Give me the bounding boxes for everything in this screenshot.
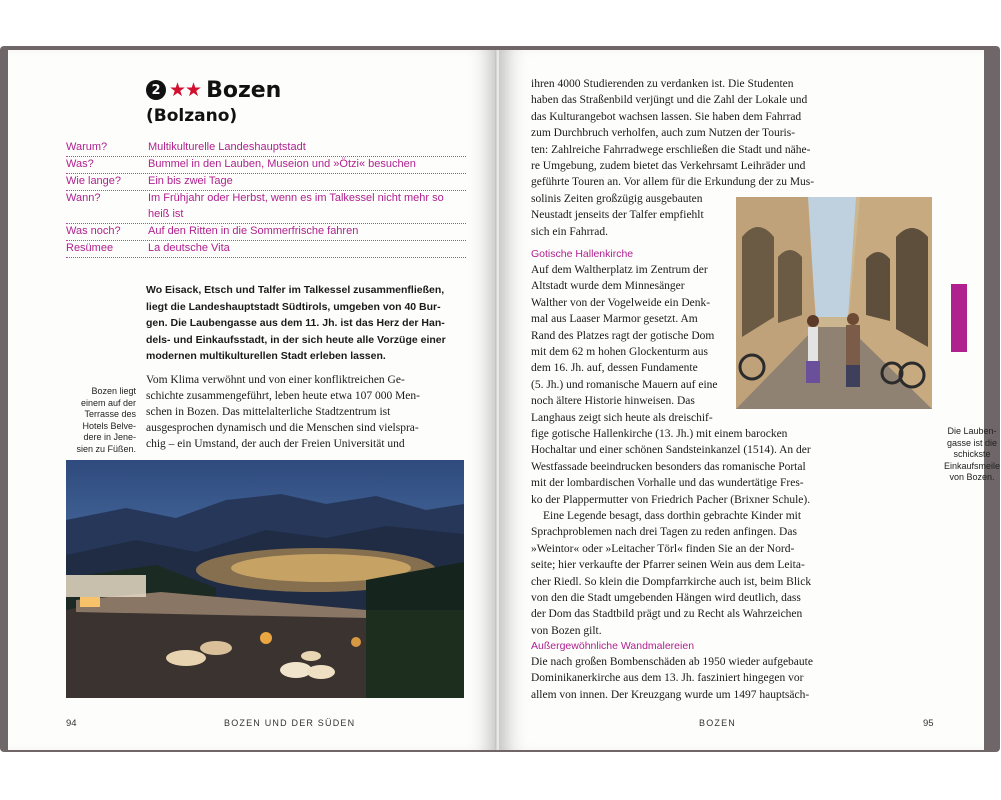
text-line: Rand des Platzes ragt der gotische Dom xyxy=(531,329,715,342)
page-number-left: 94 xyxy=(66,718,77,729)
text-line: Altstadt wurde dem Minnesänger xyxy=(531,280,685,293)
left-page xyxy=(8,50,497,750)
text-line: Dominikanerkirche aus dem 13. Jh. fasziniert hingegen vor xyxy=(531,672,804,685)
caption-line: Bozen liegt xyxy=(91,386,136,396)
fact-row xyxy=(66,191,466,207)
text-line: fige gotische Hallenkirche (13. Jh.) mit einem barocken xyxy=(531,428,788,440)
body-paragraph-2-continued xyxy=(531,426,861,508)
photo-caption-right xyxy=(943,426,1001,484)
text-line: cher Riedl. So klein die Dompfarrkirche auch ist, beim Blick xyxy=(531,575,812,588)
text-line: mit dem 62 m hohen Glockenturm aus xyxy=(531,346,708,359)
facts-box xyxy=(66,140,466,258)
fact-question: Was noch? xyxy=(66,225,121,237)
text-line: seite; hier verkaufte der Pfarrer seinen Wein aus dem Leita- xyxy=(531,559,805,572)
fact-question: Wie lange? xyxy=(66,175,122,187)
text-line: mal aus Laaser Marmor gesetzt. Am xyxy=(531,313,698,326)
photo-caption-left xyxy=(64,386,136,455)
section-title-row xyxy=(146,76,281,104)
text-line: haben das Straßenbild verjüngt und die Zahl der Lokale und xyxy=(531,94,808,107)
running-head-right: BOZEN xyxy=(699,718,737,728)
body-paragraph-2 xyxy=(531,262,731,426)
photo-bozen-night-terrace xyxy=(66,460,464,698)
text-line: noch ältere Historie hinweisen. Das xyxy=(531,395,695,408)
chapter-thumb-tab xyxy=(951,284,967,352)
text-line: von den die Stadt umgebenden Hängen wird deutlich, dass xyxy=(531,592,801,605)
caption-line: Die Lauben- xyxy=(947,426,997,436)
text-line: chig – ein Umstand, der auch der Freien Universität und xyxy=(146,438,405,450)
text-line: solinis Zeiten großzügig ausgebauten xyxy=(531,192,703,205)
fact-row xyxy=(66,174,466,191)
fact-answer: Bummel in den Lauben, Museion und »Ötzi« besuchen xyxy=(148,158,416,170)
subheading-wandmalereien: Außergewöhnliche Wandmalereien xyxy=(531,640,695,652)
text-line: ihren 4000 Studierenden zu verdanken ist. Die Studenten xyxy=(531,78,794,90)
caption-line: gasse ist die xyxy=(946,437,998,448)
right-page xyxy=(499,50,1001,750)
text-line: zum Durchbruch verholfen, auch zum Nutzen der Touris- xyxy=(531,127,796,140)
text-line: schichte zusammengeführt, leben heute etwa 107 000 Men- xyxy=(146,390,420,402)
text-line: Walther von der Vogelweide ein Denk- xyxy=(531,296,711,309)
fact-question: Wann? xyxy=(66,192,101,204)
text-line: »Weintor« oder »Leitacher Törl« finden Sie an der Nord- xyxy=(531,542,795,555)
fact-answer: Im Frühjahr oder Herbst, wenn es im Talkessel nicht mehr so xyxy=(148,192,444,204)
text-line: allem von innen. Der Kreuzgang wurde um 1497 hauptsäch- xyxy=(531,688,810,701)
text-line: Langhaus zeigt sich heute als dreischif- xyxy=(531,411,713,424)
text-line: das Kulturangebot wachsen lassen. Sie haben dem Fahrrad xyxy=(531,110,802,123)
caption-line: Hotels Belve- xyxy=(82,420,136,431)
section-number-badge: 2 xyxy=(146,80,166,100)
caption-line: einem auf der xyxy=(80,397,136,408)
fact-question: Was? xyxy=(66,158,94,170)
text-line: Hochaltar und einer schönen Sandsteinkanzel (1514). An der xyxy=(531,444,811,457)
photo-illustration xyxy=(736,197,932,409)
rating-stars-icon: ★★ xyxy=(169,79,202,101)
photo-laubengasse xyxy=(736,197,932,409)
fact-row xyxy=(66,157,466,174)
text-line: Sprachproblemen nach drei Tagen zu reden anfingen. Das xyxy=(531,526,797,539)
fact-row xyxy=(66,224,466,241)
text-line: ko der Plappermutter von Friedrich Pacher (Brixner Schule). xyxy=(531,493,811,506)
fact-answer: Ein bis zwei Tage xyxy=(148,175,233,187)
text-line: dem 16. Jh. auf, dessen Fundamente xyxy=(531,362,698,375)
body-paragraph-3 xyxy=(531,508,861,639)
caption-line: schickste xyxy=(953,449,991,459)
fact-row xyxy=(66,207,466,224)
text-line: Vom Klima verwöhnt und von einer konfliktreichen Ge- xyxy=(146,374,405,386)
caption-line: Einkaufsmeile xyxy=(943,460,1001,471)
caption-line: sien zu Füßen. xyxy=(76,443,136,454)
photo-illustration xyxy=(66,460,464,698)
text-line: von Bozen gilt. xyxy=(531,624,602,637)
body-paragraph-4 xyxy=(531,654,861,703)
running-head-left: BOZEN UND DER SÜDEN xyxy=(224,718,356,728)
text-line: re Umgebung, zudem bietet das Verkehrsamt Leihräder und xyxy=(531,160,806,173)
text-line: ten: Zahlreiche Fahrradwege erschließen die Stadt und nähe- xyxy=(531,143,811,156)
fact-question: Resümee xyxy=(66,242,114,254)
text-line: (5. Jh.) und romanische Mauern auf eine xyxy=(531,378,718,391)
text-line: Auf dem Waltherplatz im Zentrum der xyxy=(531,264,708,276)
fact-answer: heiß ist xyxy=(148,208,184,220)
text-line: modernen multikulturellen Stadt erleben lassen. xyxy=(146,350,386,362)
text-line: Eine Legende besagt, dass dorthin gebrachte Kinder mit xyxy=(543,510,802,522)
caption-line: Terrasse des xyxy=(84,409,136,419)
text-line: schen in Bozen. Das mittelalterliche Stadtzentrum ist xyxy=(146,406,391,418)
text-line: ausgesprochen dynamisch und die Menschen sind vielspra- xyxy=(146,422,419,434)
text-line: mit der lombardischen Vorhalle und das wundertätige Fres- xyxy=(531,477,804,490)
text-line: Westfassade beeindrucken besonders das romanische Portal xyxy=(531,460,806,473)
text-line: sich ein Fahrrad. xyxy=(531,225,608,238)
page-number-right: 95 xyxy=(923,718,934,729)
text-line: liegt die Landeshauptstadt Südtirols, umgeben von 40 Bur- xyxy=(146,300,441,313)
fact-answer: La deutsche Vita xyxy=(148,242,230,254)
page-subtitle: (Bolzano) xyxy=(146,106,238,126)
caption-line: von Bozen. xyxy=(949,472,995,482)
text-line: der Dom das Stadtbild prägt und zu Recht als Wahrzeichen xyxy=(531,608,803,621)
page-title: Bozen xyxy=(206,77,282,103)
fact-answer: Multikulturelle Landeshauptstadt xyxy=(148,141,306,153)
text-line: Die nach großen Bombenschäden ab 1950 wieder aufgebaute xyxy=(531,656,813,668)
fact-question: Warum? xyxy=(66,141,108,153)
subheading-gotische-hallenkirche: Gotische Hallenkirche xyxy=(531,248,634,260)
fact-answer: Auf den Ritten in die Sommerfrische fahren xyxy=(148,225,359,237)
body-paragraph-left xyxy=(146,372,468,452)
text-line: dels- und Einkaufsstadt, in der sich heute alle Vorzüge einer xyxy=(146,333,446,346)
text-line: Wo Eisack, Etsch und Talfer im Talkessel zusammenfließen, xyxy=(146,284,445,296)
intro-paragraph xyxy=(146,282,468,365)
caption-line: dere in Jene- xyxy=(83,432,136,442)
text-line: gen. Die Laubengasse aus dem 11. Jh. ist das Herz der Han- xyxy=(146,317,445,329)
fact-question xyxy=(66,207,148,223)
text-line: geführte Touren an. Vor allem für die Erkundung der zu Mus- xyxy=(531,176,815,189)
fact-row xyxy=(66,140,466,157)
text-line: Neustadt jenseits der Talfer empfiehlt xyxy=(531,209,704,222)
fact-row xyxy=(66,241,466,258)
